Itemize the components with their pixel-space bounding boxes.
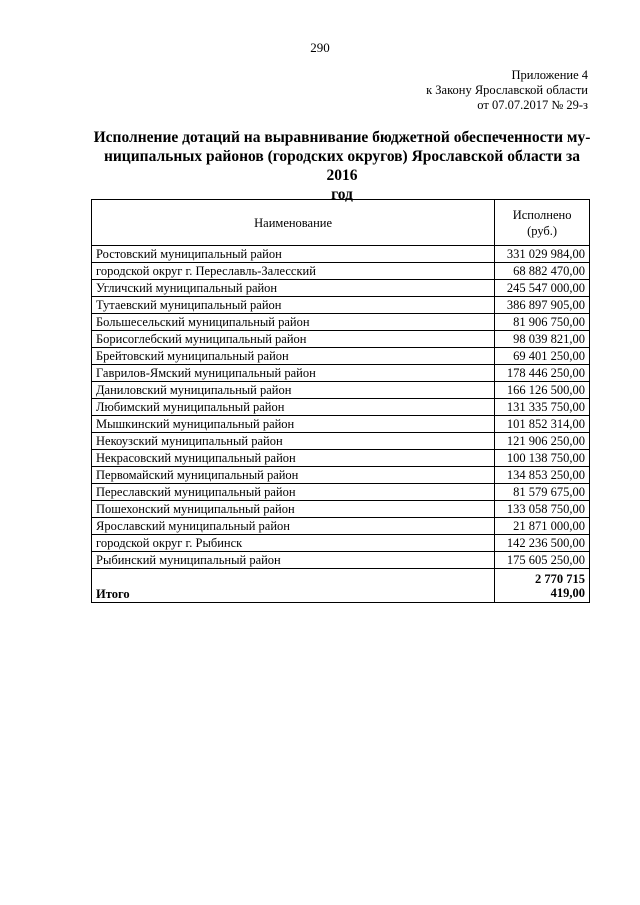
- district-name: Некрасовский муниципальный район: [92, 450, 495, 467]
- executed-amount: 142 236 500,00: [495, 535, 590, 552]
- executed-amount: 134 853 250,00: [495, 467, 590, 484]
- total-label: Итого: [92, 569, 495, 603]
- district-name: Рыбинский муниципальный район: [92, 552, 495, 569]
- title-line-3: год: [331, 186, 353, 203]
- district-name: Мышкинский муниципальный район: [92, 416, 495, 433]
- executed-amount: 21 871 000,00: [495, 518, 590, 535]
- district-name: Тутаевский муниципальный район: [92, 297, 495, 314]
- executed-amount: 331 029 984,00: [495, 246, 590, 263]
- table-row: [92, 348, 590, 365]
- total-value-line-2: 419,00: [550, 585, 585, 600]
- total-value: [495, 569, 590, 603]
- executed-amount: 178 446 250,00: [495, 365, 590, 382]
- total-row: [92, 569, 590, 603]
- executed-amount: 98 039 821,00: [495, 331, 590, 348]
- title-line-2: ниципальных районов (городских округов) Ярославской области за 2016: [103, 148, 581, 184]
- table-body: [92, 246, 590, 569]
- header-value-line-2: (руб.): [527, 223, 558, 238]
- table-row: [92, 263, 590, 280]
- document-title: [92, 128, 592, 204]
- executed-amount: 166 126 500,00: [495, 382, 590, 399]
- table-row: [92, 365, 590, 382]
- appendix-reference: [426, 68, 588, 113]
- executed-amount: 175 605 250,00: [495, 552, 590, 569]
- table-row: [92, 552, 590, 569]
- district-name: Ярославский муниципальный район: [92, 518, 495, 535]
- district-name: Переславский муниципальный район: [92, 484, 495, 501]
- table-row: [92, 467, 590, 484]
- district-name: Гаврилов-Ямский муниципальный район: [92, 365, 495, 382]
- district-name: Даниловский муниципальный район: [92, 382, 495, 399]
- table-row: [92, 501, 590, 518]
- table-row: [92, 399, 590, 416]
- header-value: [495, 200, 590, 246]
- table-row: [92, 382, 590, 399]
- table-row: [92, 246, 590, 263]
- title-line-1: Исполнение дотаций на выравнивание бюджетной обеспеченности му-: [93, 129, 591, 146]
- district-name: Любимский муниципальный район: [92, 399, 495, 416]
- table-row: [92, 416, 590, 433]
- total-value-line-1: 2 770 715: [535, 571, 585, 586]
- executed-amount: 121 906 250,00: [495, 433, 590, 450]
- district-name: Большесельский муниципальный район: [92, 314, 495, 331]
- table-row: [92, 450, 590, 467]
- appendix-line-3: от 07.07.2017 № 29-з: [477, 98, 588, 112]
- district-name: Первомайский муниципальный район: [92, 467, 495, 484]
- district-name: городской округ г. Рыбинск: [92, 535, 495, 552]
- header-value-line-1: Исполнено: [512, 207, 572, 222]
- district-name: Ростовский муниципальный район: [92, 246, 495, 263]
- subsidies-table: [91, 199, 590, 603]
- executed-amount: 68 882 470,00: [495, 263, 590, 280]
- appendix-line-2: к Закону Ярославской области: [426, 83, 588, 97]
- page-number: 290: [310, 40, 330, 55]
- executed-amount: 386 897 905,00: [495, 297, 590, 314]
- district-name: Пошехонский муниципальный район: [92, 501, 495, 518]
- executed-amount: 81 579 675,00: [495, 484, 590, 501]
- district-name: Некоузский муниципальный район: [92, 433, 495, 450]
- table-header-row: [92, 200, 590, 246]
- executed-amount: 69 401 250,00: [495, 348, 590, 365]
- executed-amount: 100 138 750,00: [495, 450, 590, 467]
- table-row: [92, 484, 590, 501]
- district-name: Брейтовский муниципальный район: [92, 348, 495, 365]
- table-row: [92, 535, 590, 552]
- table-row: [92, 433, 590, 450]
- appendix-line-1: Приложение 4: [511, 68, 588, 82]
- executed-amount: 101 852 314,00: [495, 416, 590, 433]
- header-name: Наименование: [92, 200, 495, 246]
- district-name: городской округ г. Переславль-Залесский: [92, 263, 495, 280]
- executed-amount: 131 335 750,00: [495, 399, 590, 416]
- table-row: [92, 331, 590, 348]
- table-row: [92, 518, 590, 535]
- district-name: Угличский муниципальный район: [92, 280, 495, 297]
- table-row: [92, 280, 590, 297]
- executed-amount: 133 058 750,00: [495, 501, 590, 518]
- executed-amount: 81 906 750,00: [495, 314, 590, 331]
- table-row: [92, 314, 590, 331]
- executed-amount: 245 547 000,00: [495, 280, 590, 297]
- table-row: [92, 297, 590, 314]
- district-name: Борисоглебский муниципальный район: [92, 331, 495, 348]
